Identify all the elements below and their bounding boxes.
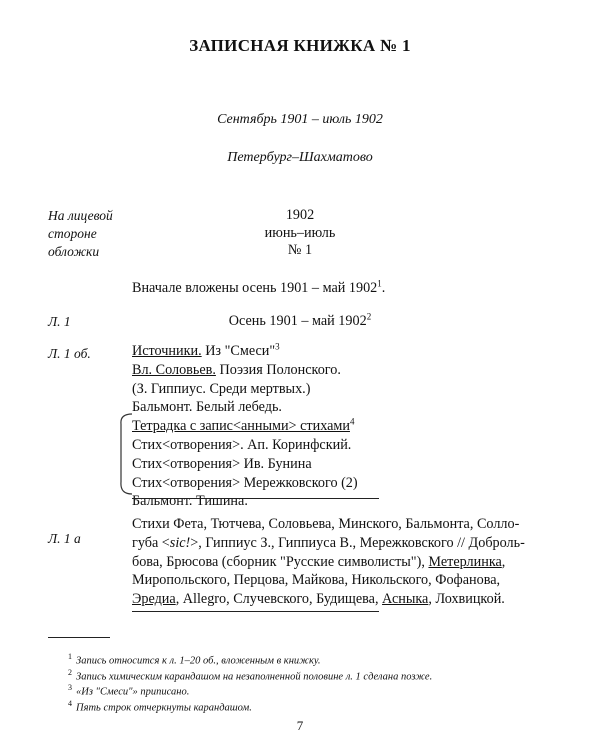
footnote — [68, 682, 432, 698]
list-item: Стих<отворения> Мережковского (2) — [132, 474, 358, 491]
list-item-text: Из "Смеси" — [201, 343, 276, 359]
footnote-ref: 2 — [366, 311, 372, 322]
footnote-number: 4 — [68, 698, 72, 708]
text-fragment: , — [501, 553, 506, 570]
text-fragment: губа < — [132, 534, 170, 551]
footnote-number: 1 — [68, 652, 72, 661]
text-fragment: , Allegro, Случевского, Будищева, — [175, 591, 383, 608]
paragraph-line: Миропольского, Перцова, Майкова, Никольского, Фофанова, — [132, 572, 501, 589]
list-item — [132, 417, 358, 436]
list-item: Бальмонт. Белый лебедь. — [132, 399, 282, 416]
cover-margin-line: обложки — [48, 244, 100, 259]
list-item: Стих<отворения>. Ап. Коринфский. — [132, 436, 352, 453]
paragraph-line — [132, 534, 536, 553]
author-underlined: Метерлинка — [428, 553, 502, 570]
leaf1a-paragraph — [132, 515, 536, 609]
places: Петербург–Шахматово — [227, 150, 373, 165]
leaf1-entry — [0, 312, 600, 331]
sic-mark: sic! — [169, 534, 191, 551]
footnotes — [68, 651, 432, 713]
footnote-number: 2 — [68, 667, 72, 677]
leaf1-text: Осень 1901 – май 1902 — [228, 313, 367, 329]
date-range: Сентябрь 1901 – июль 1902 — [217, 112, 383, 127]
footnote-ref: 1 — [377, 278, 382, 289]
sources-heading: Источники. — [132, 343, 202, 359]
author-underlined: Вл. Соловьев. — [132, 361, 216, 378]
footnote-text: Запись химическим карандашом на незаполненной половине л. 1 сделана позже. — [76, 671, 433, 682]
footnote-text: «Из "Смеси"» приписано. — [76, 686, 190, 698]
list-item-text: Поэзия Полонского. — [215, 361, 341, 378]
text-fragment: бова, Брюсова (сборник "Русские символисты"), — [132, 553, 429, 570]
footnote-text: Пять строк отчеркнуты карандашом. — [76, 702, 252, 713]
paragraph-line — [132, 553, 536, 572]
cover-year: 1902 — [285, 207, 315, 223]
separator-rule — [132, 498, 379, 499]
footnote-rule — [48, 637, 110, 638]
leaf1-margin: Л. 1 — [48, 314, 71, 329]
list-item: Стих<отворения> Ив. Бунина — [132, 455, 312, 472]
cover-months: июнь–июль — [264, 224, 336, 241]
list-item: Бальмонт. Тишина. — [132, 493, 248, 510]
inserted-text: Вначале вложены осень 1901 – май 1902 — [132, 280, 378, 296]
author-underlined: Эредиа — [132, 591, 176, 608]
leaf1ob-list — [132, 342, 358, 511]
inserted-note: Вначале вложены осень 1901 – май 1902$^1$. — [132, 278, 386, 296]
cover-margin-line: стороне — [48, 226, 97, 241]
footnote-text: Запись относится к л. 1–20 об., вложенным в книжку. — [76, 655, 321, 667]
list-item — [132, 361, 358, 380]
author-underlined: Асныка — [382, 591, 429, 608]
text-fragment: , Лохвицкой. — [428, 591, 505, 608]
footnote-number: 3 — [68, 683, 72, 692]
footnote — [68, 698, 432, 714]
footnote — [68, 667, 432, 683]
cover-block — [0, 207, 600, 260]
separator-rule — [132, 611, 379, 612]
footnote-ref: 3 — [275, 341, 280, 352]
paragraph-line: Стихи Фета, Тютчева, Соловьева, Минского, Бальмонта, Солло- — [132, 516, 520, 532]
list-item: (З. Гиппиус. Среди мертвых.) — [132, 380, 311, 397]
pencil-bracket — [118, 412, 134, 496]
paragraph-line — [132, 590, 536, 609]
page-title: ЗАПИСНАЯ КНИЖКА № 1 — [189, 36, 411, 55]
page-number: 7 — [296, 718, 304, 733]
footnote-ref: 4 — [349, 416, 355, 427]
footnote — [68, 651, 432, 667]
cover-margin-line: На лицевой — [48, 208, 113, 223]
list-item — [132, 342, 358, 361]
leaf1ob-margin: Л. 1 об. — [48, 346, 91, 361]
leaf1a-margin: Л. 1 а — [48, 531, 81, 546]
cover-number: № 1 — [287, 242, 313, 258]
text-fragment: >, Гиппиус З., Гиппиуса В., Мережковского // Доброль- — [190, 534, 525, 551]
notebook-underlined: Тетрадка с запис<анными> стихами — [132, 418, 350, 435]
